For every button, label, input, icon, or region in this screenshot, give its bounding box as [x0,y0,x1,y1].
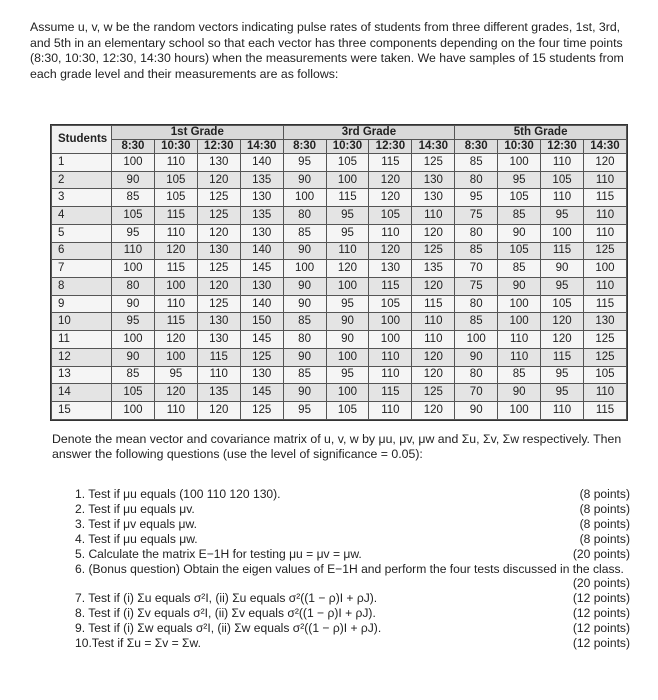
value-cell: 85 [283,224,326,242]
value-cell: 125 [197,207,240,225]
time-header-cell: 12:30 [541,140,584,154]
value-cell: 115 [583,189,626,207]
value-cell: 90 [283,295,326,313]
question-text: 4. Test if μu equals μw. [75,531,198,546]
value-cell: 150 [240,313,283,331]
value-cell: 95 [541,384,584,402]
question-text: 7. Test if (i) Σu equals σ²I, (ii) Σu equals σ²((1 − ρ)I + ρJ). [75,591,378,606]
value-cell: 100 [498,313,541,331]
value-cell: 135 [197,384,240,402]
time-header-cell: 14:30 [240,140,283,154]
value-cell: 120 [369,171,412,189]
time-header-cell: 10:30 [154,140,197,154]
grade-3-header: 3rd Grade [283,126,455,140]
question-points: (20 points) [572,576,630,591]
question-item [75,606,630,621]
value-cell: 115 [197,348,240,366]
value-cell: 90 [112,348,155,366]
question-text: 3. Test if μv equals μw. [75,516,197,531]
value-cell: 95 [455,189,498,207]
value-cell: 130 [197,242,240,260]
value-cell: 90 [112,295,155,313]
value-cell: 100 [541,224,584,242]
question-item [75,517,630,532]
value-cell: 90 [283,348,326,366]
value-cell: 115 [369,154,412,172]
student-id-cell: 15 [52,402,112,420]
value-cell: 100 [369,313,412,331]
question-item [75,532,630,547]
value-cell: 105 [369,295,412,313]
value-cell: 120 [369,189,412,207]
value-cell: 100 [154,348,197,366]
value-cell: 135 [240,171,283,189]
value-cell: 95 [283,402,326,420]
time-header-cell: 10:30 [326,140,369,154]
question-points: (8 points) [579,531,630,546]
value-cell: 110 [369,224,412,242]
value-cell: 85 [455,154,498,172]
value-cell: 110 [583,278,626,296]
question-text: 1. Test if μu equals (100 110 120 130). [75,487,281,501]
value-cell: 100 [498,154,541,172]
value-cell: 130 [240,278,283,296]
value-cell: 100 [112,154,155,172]
value-cell: 85 [498,366,541,384]
table-row [52,224,627,242]
value-cell: 125 [412,242,455,260]
value-cell: 105 [498,189,541,207]
table-row [52,260,627,278]
value-cell: 80 [455,366,498,384]
value-cell: 120 [541,313,584,331]
student-id-cell: 1 [52,154,112,172]
value-cell: 130 [412,171,455,189]
value-cell: 95 [326,295,369,313]
value-cell: 105 [154,171,197,189]
time-header-cell: 10:30 [498,140,541,154]
question-text: 9. Test if (i) Σw equals σ²I, (ii) Σw equals σ²((1 − ρ)I + ρJ). [75,621,382,636]
value-cell: 100 [326,278,369,296]
value-cell: 130 [369,260,412,278]
value-cell: 125 [197,295,240,313]
value-cell: 110 [154,154,197,172]
value-cell: 85 [112,189,155,207]
value-cell: 125 [583,348,626,366]
value-cell: 95 [498,171,541,189]
value-cell: 140 [240,242,283,260]
value-cell: 110 [197,366,240,384]
table-body [52,154,627,420]
value-cell: 120 [197,278,240,296]
value-cell: 145 [240,384,283,402]
value-cell: 145 [240,260,283,278]
value-cell: 115 [154,313,197,331]
question-points: (12 points) [572,606,630,621]
value-cell: 110 [154,224,197,242]
data-table [51,125,627,420]
student-id-cell: 8 [52,278,112,296]
value-cell: 110 [369,348,412,366]
grade-1-header: 1st Grade [112,126,284,140]
value-cell: 85 [283,366,326,384]
value-cell: 135 [412,260,455,278]
value-cell: 110 [412,331,455,349]
value-cell: 85 [498,260,541,278]
value-cell: 120 [412,278,455,296]
value-cell: 110 [541,154,584,172]
student-id-cell: 7 [52,260,112,278]
value-cell: 95 [326,366,369,384]
student-id-cell: 4 [52,207,112,225]
value-cell: 80 [455,295,498,313]
value-cell: 95 [326,224,369,242]
value-cell: 120 [412,366,455,384]
question-item [75,502,630,517]
table-row [52,402,627,420]
value-cell: 130 [583,313,626,331]
question-item [75,547,630,562]
table-row [52,384,627,402]
value-cell: 105 [326,402,369,420]
value-cell: 90 [498,278,541,296]
value-cell: 85 [455,313,498,331]
student-id-cell: 12 [52,348,112,366]
value-cell: 115 [369,384,412,402]
question-item [75,636,630,651]
value-cell: 105 [112,207,155,225]
value-cell: 90 [283,242,326,260]
student-id-cell: 9 [52,295,112,313]
value-cell: 85 [112,366,155,384]
value-cell: 130 [197,154,240,172]
value-cell: 95 [541,366,584,384]
value-cell: 125 [240,348,283,366]
value-cell: 110 [583,384,626,402]
value-cell: 90 [498,224,541,242]
time-header-row [52,140,627,154]
question-text: 5. Calculate the matrix E−1H for testing μu = μv = μw. [75,546,362,561]
value-cell: 100 [283,260,326,278]
student-id-cell: 13 [52,366,112,384]
student-id-cell: 6 [52,242,112,260]
question-text: 6. (Bonus question) Obtain the eigen values of E−1H and perform the four tests discussed in the class. [75,561,624,576]
value-cell: 120 [197,402,240,420]
table-row [52,313,627,331]
value-cell: 120 [412,402,455,420]
value-cell: 110 [583,224,626,242]
value-cell: 130 [197,331,240,349]
question-item [75,621,630,636]
value-cell: 110 [326,242,369,260]
value-cell: 140 [240,295,283,313]
question-points: (12 points) [572,636,630,651]
value-cell: 120 [412,224,455,242]
grade-5-header: 5th Grade [455,126,627,140]
value-cell: 135 [240,207,283,225]
table-row [52,278,627,296]
value-cell: 120 [154,331,197,349]
value-cell: 85 [455,242,498,260]
value-cell: 110 [541,402,584,420]
value-cell: 115 [412,295,455,313]
value-cell: 95 [154,366,197,384]
value-cell: 130 [240,189,283,207]
student-id-cell: 5 [52,224,112,242]
value-cell: 125 [583,331,626,349]
value-cell: 110 [498,348,541,366]
value-cell: 110 [412,313,455,331]
value-cell: 115 [154,260,197,278]
value-cell: 100 [326,384,369,402]
value-cell: 130 [240,366,283,384]
value-cell: 140 [240,154,283,172]
value-cell: 80 [455,224,498,242]
value-cell: 125 [197,260,240,278]
value-cell: 110 [112,242,155,260]
student-id-cell: 2 [52,171,112,189]
value-cell: 90 [283,171,326,189]
value-cell: 125 [412,154,455,172]
value-cell: 80 [283,331,326,349]
question-text: 8. Test if (i) Σv equals σ²I, (ii) Σv equals σ²((1 − ρ)I + ρJ). [75,606,376,621]
value-cell: 130 [412,189,455,207]
value-cell: 80 [283,207,326,225]
value-cell: 115 [154,207,197,225]
value-cell: 70 [455,384,498,402]
value-cell: 115 [583,402,626,420]
value-cell: 125 [583,242,626,260]
value-cell: 90 [455,402,498,420]
value-cell: 120 [154,384,197,402]
value-cell: 120 [412,348,455,366]
value-cell: 115 [369,278,412,296]
value-cell: 105 [154,189,197,207]
value-cell: 85 [283,313,326,331]
value-cell: 70 [455,260,498,278]
value-cell: 110 [412,207,455,225]
value-cell: 100 [498,402,541,420]
notation-paragraph: Denote the mean vector and covariance matrix of u, v, w by μu, μv, μw and Σu, Σv, Σw respectively. Then answer the following questions (use the level of significance = 0.05): [52,432,622,461]
value-cell: 110 [369,402,412,420]
value-cell: 100 [112,402,155,420]
value-cell: 130 [240,224,283,242]
intro-paragraph: Assume u, v, w be the random vectors indicating pulse rates of students from three different grades, 1st, 3rd, and 5th in an elementary school so that each vector has three components depending on the four time points (8:30, 10:30, 12:30, 14:30 hours) when the measurements were taken. We have samples of 15 students from each grade level and their measurements are as follows: [30,20,624,81]
question-item [75,487,630,502]
value-cell: 100 [583,260,626,278]
value-cell: 100 [112,260,155,278]
time-header-cell: 12:30 [197,140,240,154]
question-text: 2. Test if μu equals μv. [75,501,195,516]
value-cell: 75 [455,207,498,225]
pulse-rate-table [50,124,628,421]
question-points: (20 points) [572,546,630,561]
value-cell: 95 [326,207,369,225]
value-cell: 100 [326,171,369,189]
value-cell: 110 [369,366,412,384]
value-cell: 110 [498,331,541,349]
question-points: (8 points) [579,487,630,501]
time-header-cell: 14:30 [583,140,626,154]
table-row [52,207,627,225]
value-cell: 100 [369,331,412,349]
student-id-cell: 14 [52,384,112,402]
table-row [52,366,627,384]
value-cell: 95 [112,224,155,242]
value-cell: 90 [112,171,155,189]
value-cell: 90 [455,348,498,366]
table-row [52,154,627,172]
value-cell: 115 [541,242,584,260]
value-cell: 120 [197,224,240,242]
value-cell: 95 [283,154,326,172]
table-row [52,171,627,189]
value-cell: 90 [283,384,326,402]
value-cell: 145 [240,331,283,349]
value-cell: 100 [154,278,197,296]
value-cell: 100 [455,331,498,349]
table-row [52,331,627,349]
student-id-cell: 10 [52,313,112,331]
question-list [75,487,630,651]
value-cell: 85 [498,207,541,225]
table-row [52,189,627,207]
time-header-cell: 8:30 [112,140,155,154]
value-cell: 110 [583,171,626,189]
value-cell: 125 [240,402,283,420]
value-cell: 125 [197,189,240,207]
value-cell: 125 [412,384,455,402]
value-cell: 105 [498,242,541,260]
value-cell: 90 [498,384,541,402]
students-header: Students [52,126,112,154]
value-cell: 120 [154,242,197,260]
time-header-cell: 8:30 [283,140,326,154]
question-points: (12 points) [572,591,630,606]
value-cell: 110 [541,189,584,207]
value-cell: 100 [283,189,326,207]
value-cell: 100 [112,331,155,349]
value-cell: 110 [154,402,197,420]
table-row [52,348,627,366]
question-points: (8 points) [579,516,630,531]
value-cell: 120 [197,171,240,189]
time-header-cell: 12:30 [369,140,412,154]
time-header-cell: 8:30 [455,140,498,154]
value-cell: 90 [283,278,326,296]
value-cell: 100 [498,295,541,313]
value-cell: 100 [326,348,369,366]
value-cell: 105 [541,171,584,189]
value-cell: 120 [326,260,369,278]
value-cell: 75 [455,278,498,296]
value-cell: 95 [541,278,584,296]
value-cell: 105 [583,366,626,384]
value-cell: 120 [369,242,412,260]
table-row [52,295,627,313]
question-points: (8 points) [579,501,630,516]
question-points: (12 points) [572,621,630,636]
value-cell: 110 [154,295,197,313]
value-cell: 95 [112,313,155,331]
value-cell: 130 [197,313,240,331]
value-cell: 105 [326,154,369,172]
student-id-cell: 11 [52,331,112,349]
value-cell: 115 [326,189,369,207]
value-cell: 95 [541,207,584,225]
value-cell: 120 [583,154,626,172]
value-cell: 110 [583,207,626,225]
value-cell: 105 [112,384,155,402]
student-id-cell: 3 [52,189,112,207]
value-cell: 90 [326,331,369,349]
question-item [75,591,630,606]
value-cell: 80 [455,171,498,189]
value-cell: 115 [541,348,584,366]
value-cell: 105 [541,295,584,313]
value-cell: 115 [583,295,626,313]
value-cell: 80 [112,278,155,296]
value-cell: 90 [326,313,369,331]
table-row [52,242,627,260]
value-cell: 120 [541,331,584,349]
time-header-cell: 14:30 [412,140,455,154]
question-item [75,562,630,592]
value-cell: 90 [541,260,584,278]
question-text: 10.Test if Σu = Σv = Σw. [75,636,201,651]
value-cell: 105 [369,207,412,225]
